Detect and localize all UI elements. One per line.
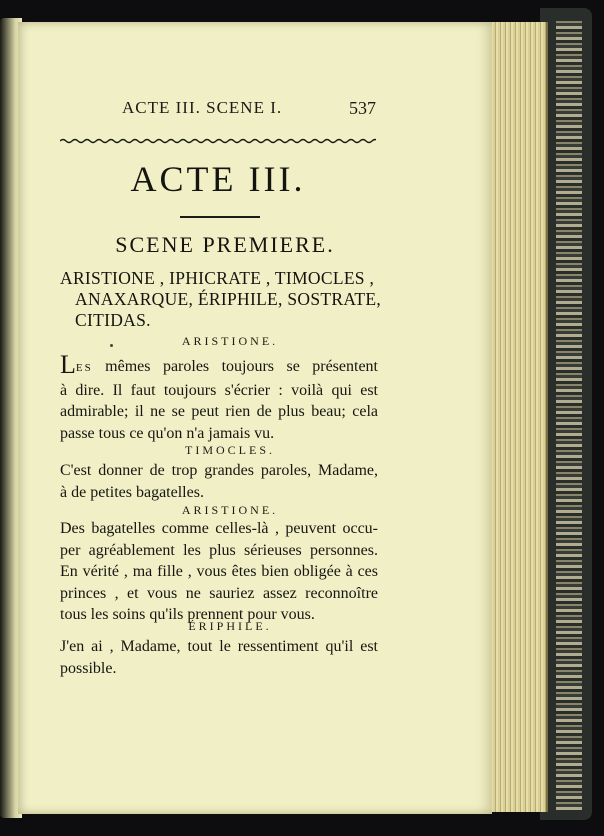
speech-line: Des bagatelles comme celles-là , peuvent occu- (60, 520, 378, 537)
speech-line: admirable; il ne se peut rien de plus beau; cela (60, 403, 378, 420)
cast-line: CITIDAS. (75, 310, 151, 330)
speech-line: J'en ai , Madame, tout le ressentiment qu'il est (60, 638, 378, 655)
cover-ornament-border (556, 20, 582, 810)
running-head: ACTE III. SCENE I. (122, 98, 283, 117)
scene-title: SCENE PREMIERE. (115, 232, 335, 257)
speech-line: En vérité , ma fille , vous êtes bien obligée à ces (60, 563, 378, 580)
speaker-name: ARISTIONE. (181, 334, 279, 348)
page-edges (488, 22, 548, 812)
speech-line: per agréablement les plus sérieuses personnes. (60, 541, 378, 559)
drop-cap: L (60, 350, 76, 379)
speech-line: passe tous ce qu'on n'a jamais vu. (60, 424, 275, 442)
speaker-name: ÉRIPHILE. (188, 619, 272, 633)
speech-paragraph (60, 350, 378, 444)
ink-speck (110, 344, 113, 347)
speaker-name: TIMOCLES. (185, 443, 275, 457)
ornament-rule (60, 138, 376, 144)
act-title: ACTE III. (130, 159, 306, 199)
page-number: 537 (349, 98, 376, 118)
small-caps-text: ES (75, 362, 93, 374)
speech-line: à dire. Il faut toujours s'écrier : voilà qui est (60, 381, 378, 399)
title-rule (180, 216, 260, 218)
speech-paragraph (60, 460, 378, 503)
speech-paragraph (60, 636, 378, 679)
speech-line: C'est donner de trop grandes paroles, Madame, (60, 462, 378, 479)
speech-line: tous les soins qu'ils prennent pour vous. (60, 606, 315, 623)
speaker-name: ARISTIONE. (181, 503, 279, 517)
speech-line-text: mêmes paroles toujours se présentent (92, 358, 378, 375)
speech-line: possible. (60, 659, 117, 677)
speech-line: princes , et vous ne sauriez assez reconnoître (60, 584, 378, 602)
speech-paragraph (60, 518, 378, 626)
cast-list (60, 268, 386, 331)
cast-line: ANAXARQUE, ÉRIPHILE, SOSTRATE, (75, 289, 382, 309)
speech-line (60, 350, 378, 380)
speech-line: à de petites bagatelles. (60, 483, 204, 501)
cast-line: ARISTIONE , IPHICRATE , TIMOCLES , (60, 268, 375, 288)
